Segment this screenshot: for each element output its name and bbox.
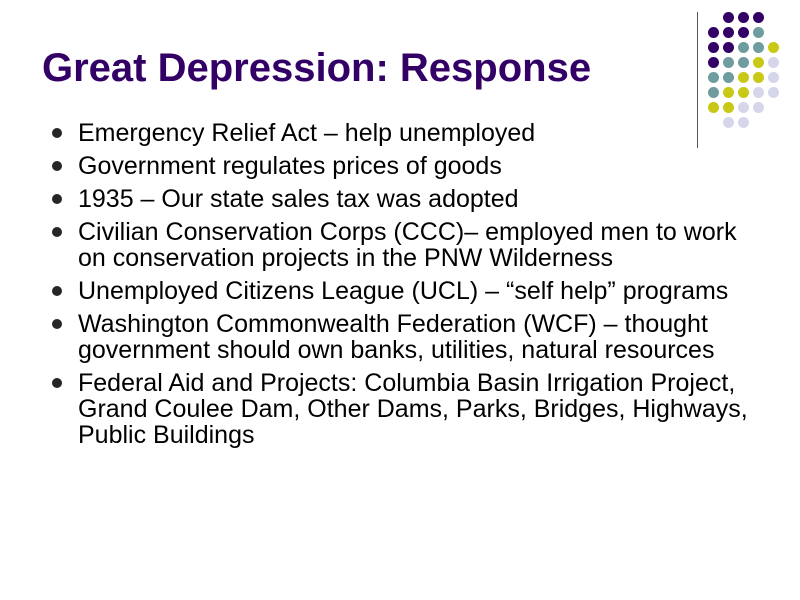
bullet-text: Federal Aid and Projects: Columbia Basin Irrigation Project, Grand Coulee Dam, Other Dams, Parks, Bridges, Highways, Public Buildings (78, 369, 748, 449)
bullet-item (48, 153, 768, 179)
decorative-dot (723, 42, 734, 53)
decorative-dot (723, 57, 734, 68)
decorative-dot (723, 102, 734, 113)
decorative-dot (738, 102, 749, 113)
decorative-dot (768, 87, 779, 98)
bullet-list (48, 120, 768, 455)
decorative-dot (708, 42, 719, 53)
decorative-dot (753, 87, 764, 98)
decorative-dot (708, 102, 719, 113)
decorative-dot (723, 12, 734, 23)
decorative-dot (708, 87, 719, 98)
decorative-dot (753, 102, 764, 113)
decorative-dot (738, 87, 749, 98)
bullet-item (48, 311, 768, 363)
bullet-dot-icon (52, 194, 62, 204)
bullet-text: Government regulates prices of goods (78, 152, 502, 180)
bullet-item (48, 186, 768, 212)
decorative-dot (753, 27, 764, 38)
decorative-dot (723, 87, 734, 98)
bullet-text: Civilian Conservation Corps (CCC)– employed men to work on conservation projects in the PNW Wilderness (78, 218, 737, 272)
bullet-text: Emergency Relief Act – help unemployed (78, 119, 536, 147)
bullet-dot-icon (52, 128, 62, 138)
decorative-dot (738, 12, 749, 23)
decorative-dot (753, 57, 764, 68)
decorative-dot (708, 72, 719, 83)
decorative-dot-grid (708, 12, 798, 132)
decorative-dot (753, 42, 764, 53)
bullet-text: Washington Commonwealth Federation (WCF) – thought government should own banks, utilities, natural resources (78, 310, 715, 364)
decorative-dot (708, 27, 719, 38)
decorative-dot (753, 12, 764, 23)
decorative-dot (738, 57, 749, 68)
bullet-item (48, 219, 768, 271)
bullet-dot-icon (52, 378, 62, 388)
decorative-dot (768, 57, 779, 68)
decorative-dot (738, 72, 749, 83)
bullet-dot-icon (52, 161, 62, 171)
bullet-dot-icon (52, 227, 62, 237)
decorative-dot (768, 72, 779, 83)
slide-title: Great Depression: Response (42, 46, 592, 90)
bullet-item (48, 278, 768, 304)
decorative-dot (708, 57, 719, 68)
decorative-dot (738, 27, 749, 38)
decorative-dot (723, 72, 734, 83)
bullet-item (48, 370, 768, 448)
bullet-item (48, 120, 768, 146)
bullet-text: 1935 – Our state sales tax was adopted (78, 185, 519, 213)
decorative-dot (768, 42, 779, 53)
decorative-dot (753, 72, 764, 83)
decorative-dot (738, 42, 749, 53)
bullet-dot-icon (52, 286, 62, 296)
bullet-text: Unemployed Citizens League (UCL) – “self help” programs (78, 277, 729, 305)
bullet-dot-icon (52, 319, 62, 329)
decorative-dot (723, 27, 734, 38)
